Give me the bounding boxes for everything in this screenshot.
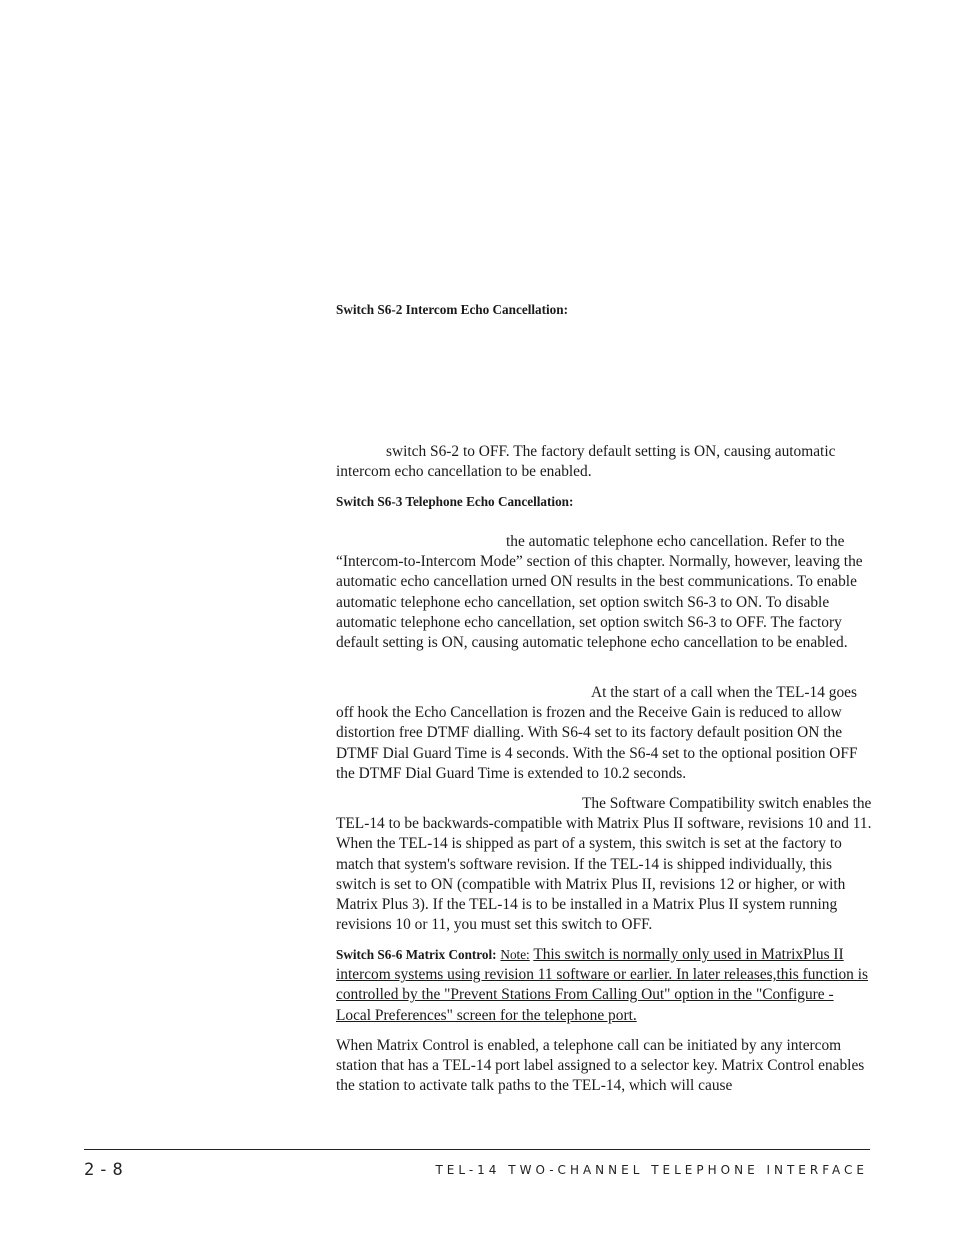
running-footer-title: TEL-14 TWO-CHANNEL TELEPHONE INTERFACE [435,1163,868,1177]
footer-rule [84,1149,870,1150]
s6-3-heading: Switch S6-3 Telephone Echo Cancellation: [336,494,574,509]
s6-5-paragraph: The Software Compatibility switch enables the TEL-14 to be backwards-compatible with Matrix Plus II software, revisions 10 and 11. When the TEL-14 is shipped as part of a system, this switch is set at the factory to match that system's software revision. If the TEL-14 is shipped individually, this switch is set to ON (compatible with Matrix Plus II, revisions 12 or higher, or with Matrix Plus 3). If the TEL-14 is to be installed in a Matrix Plus II system running revisions 10 or 11, you must set this switch to OFF. [336,795,872,934]
page-number: 2-8 [84,1160,127,1180]
s6-6-paragraph: When Matrix Control is enabled, a telephone call can be initiated by any intercom station that has a TEL-14 port label assigned to a selector key. Matrix Control enables the station to activate talk paths to the TEL-14, which will cause [336,1037,865,1095]
s6-3-paragraph: the automatic telephone echo cancellation. Refer to the “Intercom-to-Intercom Mode” section of this chapter. Normally, however, leaving the automatic echo cancellation urned ON results in the best communications. To enable automatic telephone echo cancellation, set option switch S6-3 to ON. To disable automatic telephone echo cancellation, set option switch S6-3 to OFF. The factory default setting is ON, causing automatic telephone echo cancellation to be enabled. [336,533,863,652]
s6-6-note-paragraph [336,945,872,1026]
s6-2-paragraph-tail: switch S6-2 to OFF. The factory default setting is ON, causing automatic intercom echo cancellation to be enabled. [336,443,836,481]
s6-2-heading: Switch S6-2 Intercom Echo Cancellation: [336,302,568,317]
s6-6-heading: Switch S6-6 Matrix Control: [336,947,497,962]
s6-6-note-label: Note: [500,947,530,962]
s6-6-note-text: This switch is normally only used in MatrixPlus II intercom systems using revision 11 software or earlier. In later releases,this function is controlled by the "Prevent Stations From Calling Out" option in the "Configure - Local Preferences" screen for the telephone port. [336,946,868,1024]
s6-4-paragraph: At the start of a call when the TEL-14 goes off hook the Echo Cancellation is frozen and the Receive Gain is reduced to allow distortion free DTMF dialling. With S6-4 set to its factory default position ON the DTMF Dial Guard Time is 4 seconds. With the S6-4 set to the optional position OFF the DTMF Dial Guard Time is extended to 10.2 seconds. [336,684,858,782]
